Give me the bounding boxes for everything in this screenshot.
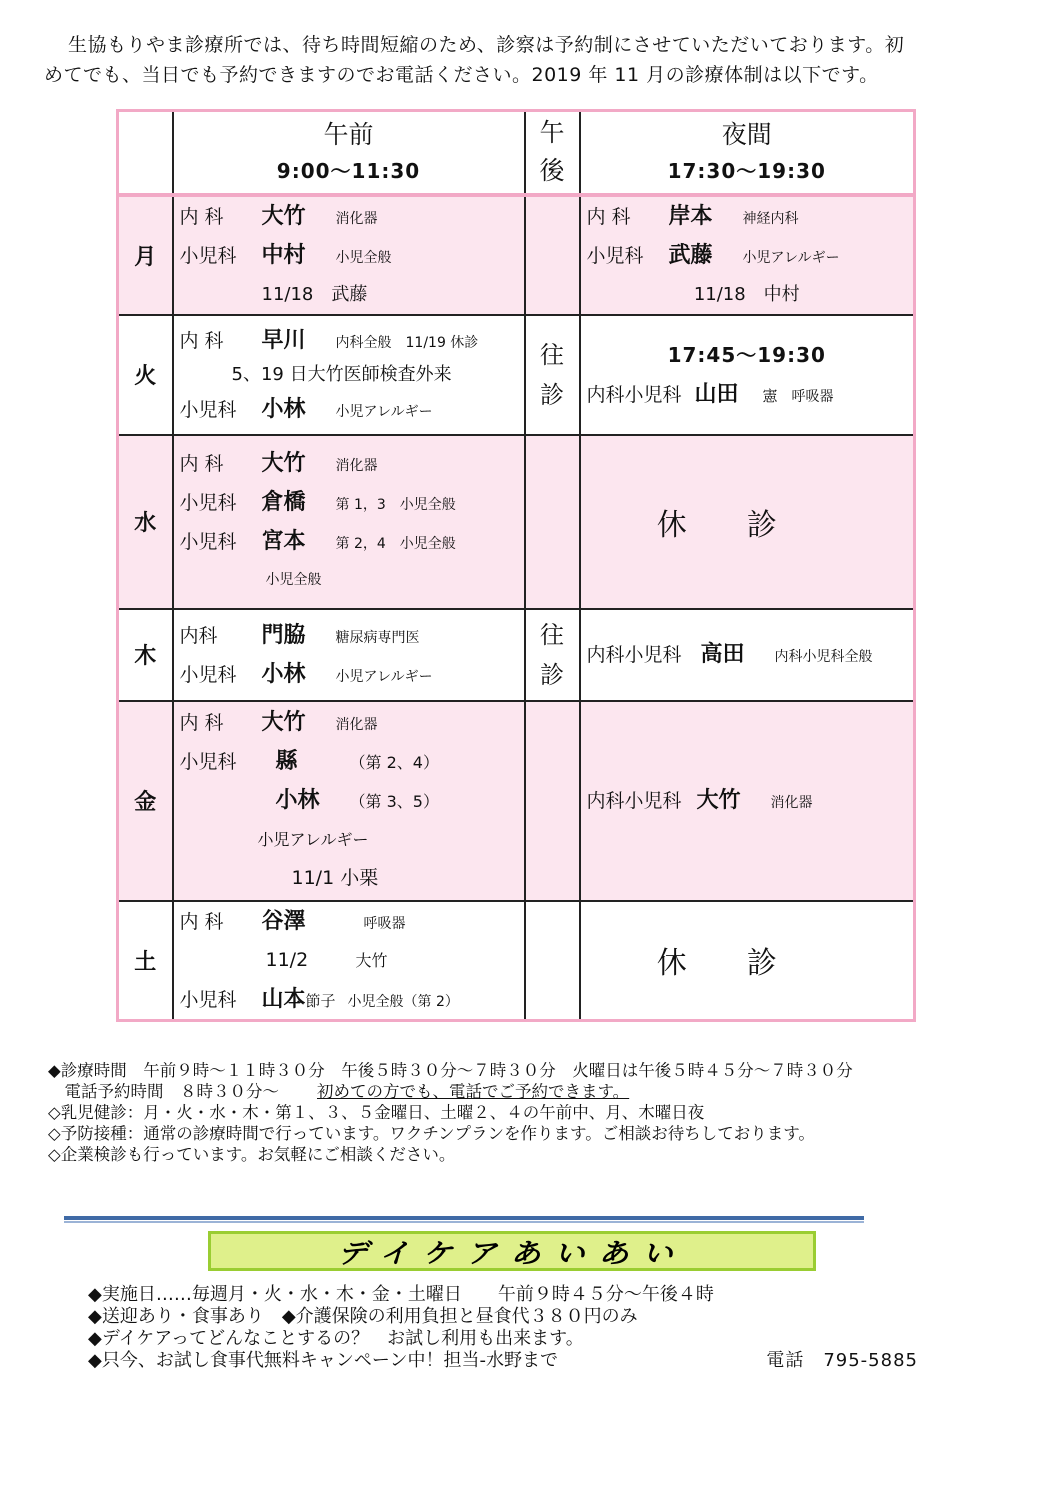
am-header: 午前 9:00～11:30 — [173, 111, 525, 195]
mon-am: 内 科 大竹 消化器 小児科 中村 小児全般 11/18 武藤 — [173, 195, 525, 315]
day-label: 金 — [118, 701, 173, 901]
divider-rule — [64, 1216, 864, 1220]
notes-infant-checkup: ◇乳児健診：月・火・水・木・第１、３、５金曜日、土曜２、４の午前中、月、木曜日夜 — [48, 1103, 705, 1122]
notes-company-checkup: ◇企業検診も行っています。お気軽にご相談ください。 — [48, 1145, 456, 1164]
fri-pm — [525, 701, 580, 901]
tue-am: 内 科 早川 内科全般 11/19 休診 5、19 日大竹医師検査外来 小児科 小林 小児アレルギー — [173, 315, 525, 435]
tue-pm: 往 診 — [525, 315, 580, 435]
mon-pm — [525, 195, 580, 315]
sat-ev-closed: 休診 — [580, 901, 915, 1021]
intro-text — [44, 30, 994, 90]
wed-ev-closed: 休診 — [580, 435, 915, 609]
daycare-title: デイケアあいあい — [337, 1238, 687, 1270]
day-label: 土 — [118, 901, 173, 1021]
daycare-phone: 電話 795-5885 — [766, 1350, 918, 1371]
pm-header: 午 後 — [525, 111, 580, 195]
wed-am: 内 科 大竹 消化器 小児科 倉橋 第 1，3 小児全般 小児科 宮本 第 2，4 小児全般 小児全般 — [173, 435, 525, 609]
daycare-info — [88, 1284, 918, 1372]
ev-header: 夜間 17:30～19:30 — [580, 111, 915, 195]
schedule-table — [116, 109, 916, 1022]
divider-rule-thin — [64, 1221, 864, 1223]
notes-hours: ◆診療時間 午前９時～１１時３０分 午後５時３０分～７時３０分 火曜日は午後５時４５分～７時３０分 — [48, 1061, 853, 1080]
thu-ev: 内科小児科 高田 内科小児科全般 — [580, 609, 915, 701]
fri-am: 内 科 大竹 消化器 小児科 縣 （第 2、4） 小林 （第 3、5） 小児アレルギー 11/1 小栗 — [173, 701, 525, 901]
row-tuesday — [118, 315, 915, 435]
row-wednesday — [118, 435, 915, 609]
day-label: 火 — [118, 315, 173, 435]
intro-line-1: 生協もりやま診療所では、待ち時間短縮のため、診察は予約制にさせていただいております。初 — [68, 34, 905, 56]
day-header — [118, 111, 173, 195]
notes-vaccination: ◇予防接種：通常の診療時間で行っています。ワクチンプランを作ります。ご相談お待ちしております。 — [48, 1124, 815, 1143]
day-label: 木 — [118, 609, 173, 701]
daycare-days: ◆実施日……毎週月・火・水・木・金・土曜日 午前９時４５分～午後４時 — [88, 1284, 714, 1305]
row-thursday — [118, 609, 915, 701]
daycare-campaign: ◆只今、お試し食事代無料キャンペーン中！担当-水野まで 電話 795-5885 — [88, 1350, 918, 1371]
sat-am: 内 科 谷澤 呼吸器 11/2 大竹 小児科 山本 節子 小児全般（第 2） — [173, 901, 525, 1021]
row-monday — [118, 195, 915, 315]
thu-am: 内科 門脇 糖尿病専門医 小児科 小林 小児アレルギー — [173, 609, 525, 701]
row-saturday — [118, 901, 915, 1021]
day-label: 月 — [118, 195, 173, 315]
day-label: 水 — [118, 435, 173, 609]
thu-pm: 往 診 — [525, 609, 580, 701]
row-friday — [118, 701, 915, 901]
wed-pm — [525, 435, 580, 609]
tue-ev: 17:45～19:30 内科小児科 山田 憲 呼吸器 — [580, 315, 915, 435]
daycare-banner — [208, 1231, 816, 1271]
notes-phone-reservation: 電話予約時間 ８時３０分～ 初めての方でも、電話でご予約できます。 — [48, 1082, 630, 1101]
daycare-service: ◆送迎あり・食事あり ◆介護保険の利用負担と昼食代３８０円のみ — [88, 1306, 638, 1327]
header-row — [118, 111, 915, 195]
daycare-trial: ◆デイケアってどんなことするの？ お試し利用も出来ます。 — [88, 1328, 584, 1349]
notes-section — [48, 1060, 948, 1165]
fri-ev: 内科小児科 大竹 消化器 — [580, 701, 915, 901]
sat-pm — [525, 901, 580, 1021]
intro-line-2: めてでも、当日でも予約できますのでお電話ください。2019 年 11 月の診療体制は以下です。 — [44, 64, 879, 86]
mon-ev: 内 科 岸本 神経内科 小児科 武藤 小児アレルギー 11/18 中村 — [580, 195, 915, 315]
